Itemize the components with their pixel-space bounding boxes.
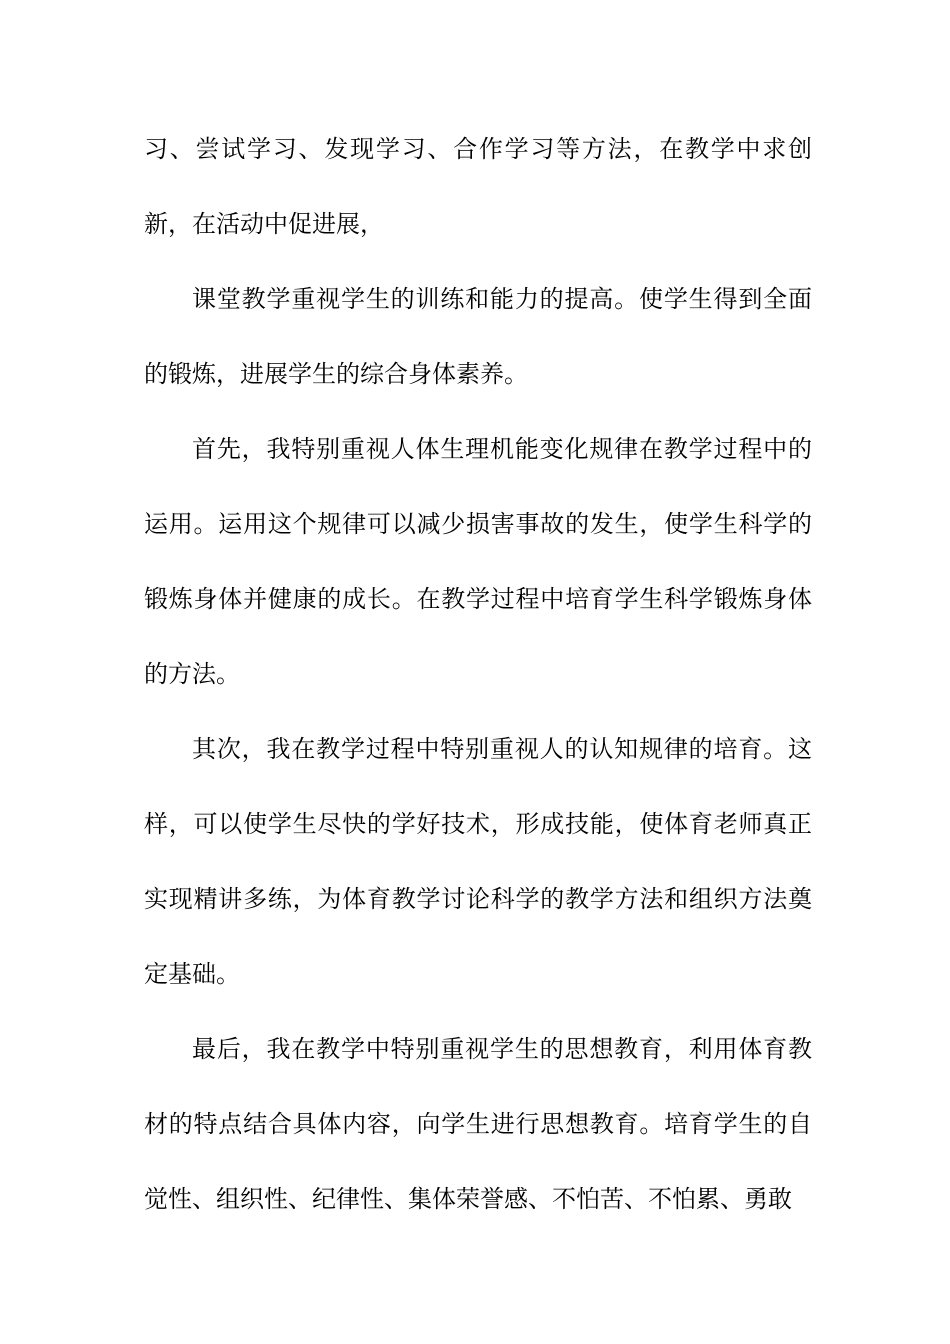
document-body — [144, 112, 812, 1237]
paragraph-last: 最后，我在教学中特别重视学生的思想教育，利用体育教材的特点结合具体内容，向学生进行思想教育。培育学生的自觉性、组织性、纪律性、集体荣誉感、不怕苦、不怕累、勇敢 — [144, 1035, 812, 1213]
paragraph-first: 首先，我特别重视人体生理机能变化规律在教学过程中的运用。运用这个规律可以减少损害事故的发生，使学生科学的锻炼身体并健康的成长。在教学过程中培育学生科学锻炼身体的方法。 — [144, 435, 812, 688]
paragraph-classroom-teaching: 课堂教学重视学生的训练和能力的提高。使学生得到全面的锻炼，进展学生的综合身体素养。 — [144, 285, 812, 388]
paragraph-continuation: 习、尝试学习、发现学习、合作学习等方法，在教学中求创新，在活动中促进展， — [144, 135, 812, 238]
paragraph-second: 其次，我在教学过程中特别重视人的认知规律的培育。这样，可以使学生尽快的学好技术，形成技能，使体育老师真正实现精讲多练，为体育教学讨论科学的教学方法和组织方法奠定基础。 — [144, 735, 812, 988]
